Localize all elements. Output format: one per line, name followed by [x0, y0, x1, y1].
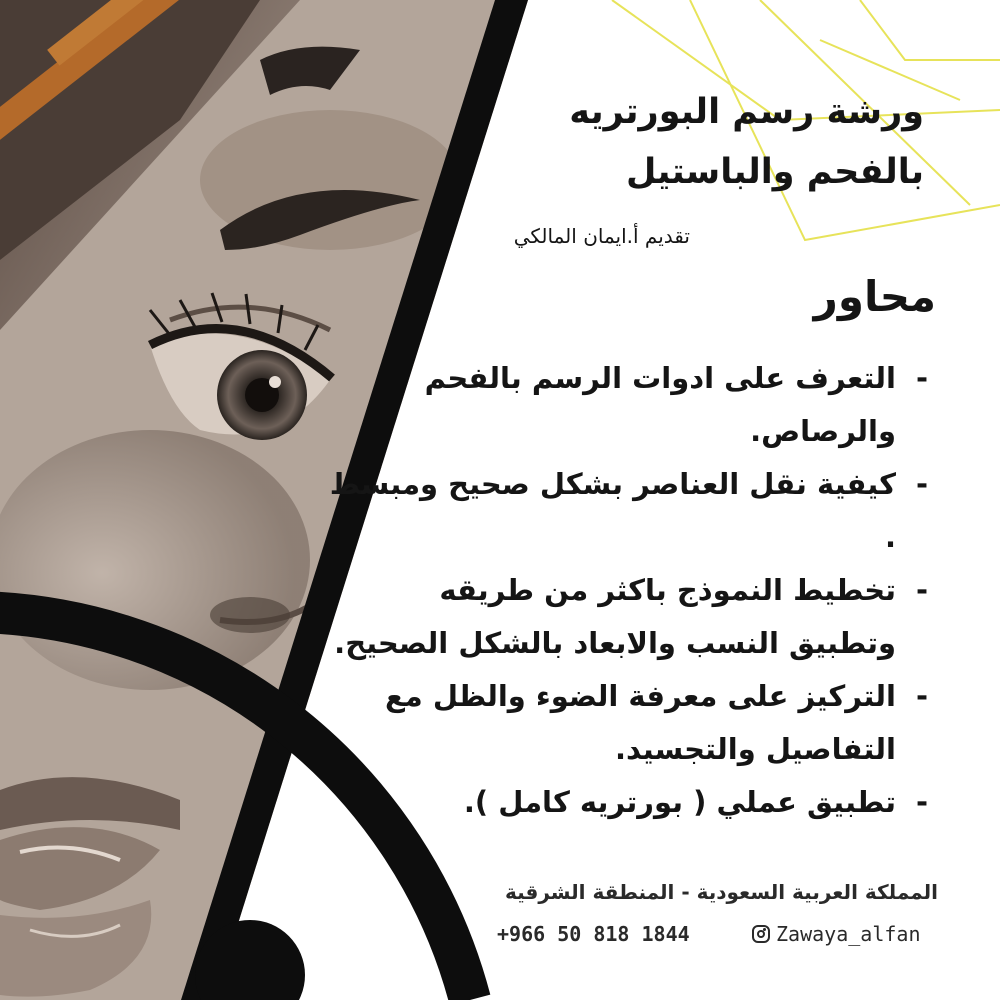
bullet-dash: - [915, 785, 929, 819]
list-item [326, 458, 936, 564]
list-item-text: تخطيط النموذج باكثر من طريقه وتطبيق النسب والابعاد بالشكل الصحيح. [334, 573, 896, 660]
axes-list [326, 352, 936, 829]
instagram-icon [752, 925, 770, 943]
title-line-2: بالفحم والباستيل [625, 152, 924, 192]
title-line-1: ورشة رسم البورتريه [569, 92, 924, 132]
workshop-title [404, 82, 924, 202]
bullet-dash: - [915, 467, 929, 501]
list-item-text: كيفية نقل العناصر بشكل صحيح ومبسط . [329, 467, 896, 554]
list-item [326, 564, 936, 670]
instagram-handle: Zawaya_alfan [776, 922, 921, 946]
phone-number[interactable]: +966 50 818 1844 [497, 922, 690, 946]
bullet-dash: - [915, 361, 929, 395]
instagram-link[interactable] [752, 922, 921, 946]
list-item-text: التعرف على ادوات الرسم بالفحم والرصاص. [424, 361, 896, 448]
presenter-name: تقديم أ.ايمان المالكي [513, 224, 690, 248]
list-item-text: تطبيق عملي ( بورتريه كامل ). [463, 785, 896, 819]
location-text: المملكة العربية السعودية - المنطقة الشرقية [504, 880, 938, 904]
axes-heading: محاور [813, 272, 936, 321]
list-item [326, 352, 936, 458]
list-item [326, 670, 936, 776]
list-item [326, 776, 936, 829]
list-item-text: التركيز على معرفة الضوء والظل مع التفاصيل والتجسيد. [384, 679, 896, 766]
bullet-dash: - [915, 679, 929, 713]
bullet-dash: - [915, 573, 929, 607]
